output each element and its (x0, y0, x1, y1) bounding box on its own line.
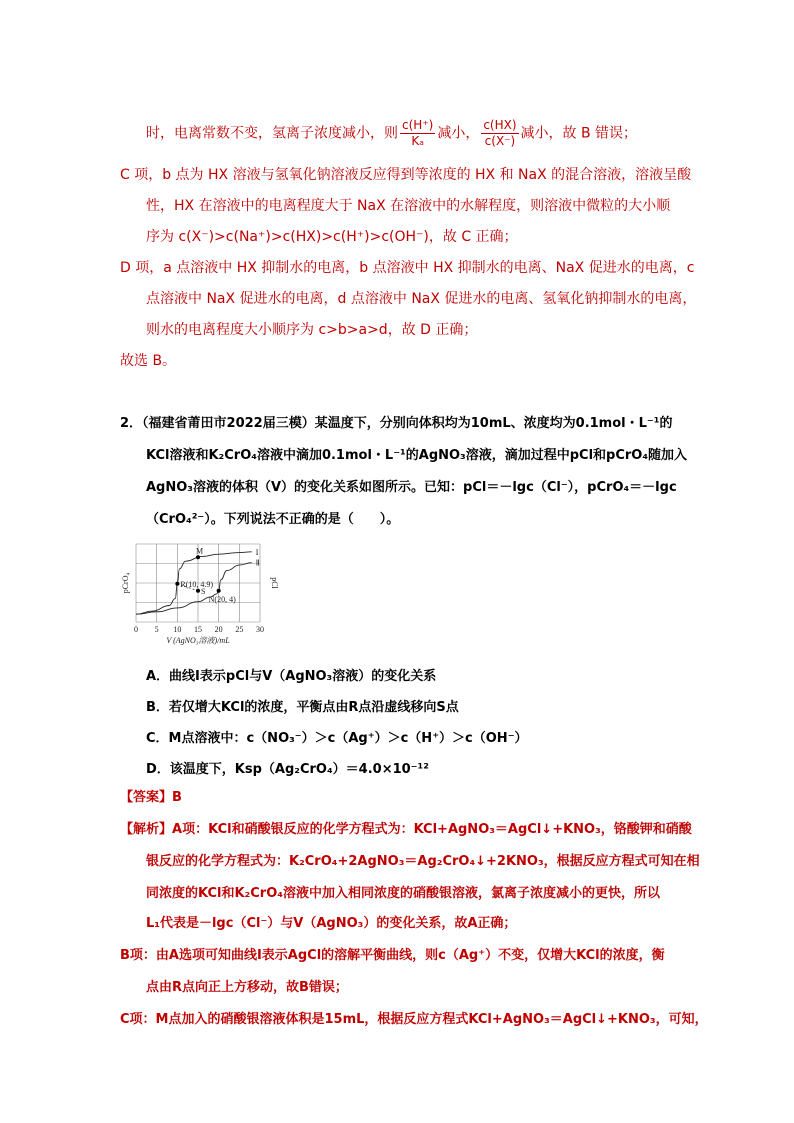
option-a: A．曲线I表示pCl与V（AgNO₃溶液）的变化关系 (146, 669, 437, 684)
series-label-2: Ⅱ (255, 558, 260, 568)
x-tick-label: 0 (134, 625, 138, 634)
titration-chart (120, 540, 280, 645)
question-line-3: AgNO₃溶液的体积（V）的变化关系如图所示。已知：pCl＝－lgc（Cl⁻），pCrO₄＝－lgc (146, 480, 677, 495)
option-b: B．若仅增大KCl的浓度，平衡点由R点沿虚线移向S点 (146, 700, 459, 715)
analysis-b-line-2: 点由R点向正上方移动，故B错误； (146, 980, 348, 995)
question-source: （福建省莆田市2022届三模） (142, 416, 315, 431)
prev-c-line-2: 性，HX 在溶液中的电离程度大于 NaX 在溶液中的水解程度，则溶液中微粒的大小顺 (146, 198, 671, 214)
x-tick-label: 20 (214, 625, 223, 634)
x-tick-label: 15 (194, 625, 202, 634)
prev-final: 故选 B。 (120, 353, 177, 369)
prev-c-line-1: C 项，b 点为 HX 溶液与氢氧化钠溶液反应得到等浓度的 HX 和 NaX 的混合溶液，溶液呈酸 (120, 167, 692, 183)
fraction-numerator: c(H⁺) (402, 118, 434, 132)
option-d: D．该温度下，Ksp（Ag₂CrO₄）＝4.0×10⁻¹² (146, 762, 429, 777)
analysis-line-4: L₁代表是－lgc（Cl⁻）与V（AgNO₃）的变化关系，故A正确； (146, 916, 517, 931)
fraction-hx-over-x (481, 118, 518, 149)
point-label: N(20, 4) (208, 594, 236, 604)
question-number: 2． (120, 416, 143, 431)
fraction-denominator: c(X⁻) (484, 134, 516, 148)
analysis-text: A项：KCl和硝酸银反应的化学方程式为：KCl+AgNO₃＝AgCl↓+KNO₃，铬酸钾和硝酸 (172, 822, 692, 837)
question-line-1 (120, 414, 672, 434)
point-label: M (196, 546, 204, 556)
question-line-4: （CrO₄²⁻）。下列说法不正确的是（ ）。 (146, 512, 400, 527)
fraction-numerator: c(HX) (483, 118, 517, 132)
prev-d-line-2: 点溶液中 NaX 促进水的电离，d 点溶液中 NaX 促进水的电离、氢氧化钠抑制水的电离， (146, 291, 697, 307)
data-point (196, 555, 200, 559)
x-axis-label: V (AgNO₃溶液)/mL (166, 636, 230, 645)
analysis-line-3: 同浓度的KCl和K₂CrO₄溶液中加入相同浓度的硝酸银溶液，氯离子浓度减小的更快，所以 (146, 886, 660, 901)
question-line-2: KCl溶液和K₂CrO₄溶液中滴加0.1mol・L⁻¹的AgNO₃溶液，滴加过程中pCl和pCrO₄随加入 (146, 448, 688, 463)
prev-c-line-3: 序为 c(X⁻)>c(Na⁺)>c(HX)>c(H⁺)>c(OH⁻)，故 C 正确； (146, 229, 518, 245)
point-label: S (201, 586, 206, 596)
prev-text: 减小， (437, 125, 480, 142)
y-axis-label-left: pCrO₄ (121, 572, 130, 594)
prev-d-line-1: D 项，a 点溶液中 HX 抑制水的电离，b 点溶液中 HX 抑制水的电离、NaX 促进水的电离，c (120, 260, 695, 276)
analysis-c-line-1: C项：M点加入的硝酸银溶液体积是15mL，根据反应方程式KCl+AgNO₃＝AgCl↓+KNO₃，可知， (120, 1012, 708, 1027)
analysis-label: 【解析】 (120, 822, 173, 837)
prev-d-line-3: 则水的电离程度大小顺序为 c>b>a>d，故 D 正确； (146, 322, 478, 338)
answer-label: 【答案】B (120, 790, 182, 805)
data-point (175, 582, 179, 586)
analysis-line-1 (120, 820, 692, 840)
series-label-1: I (255, 547, 259, 557)
analysis-b-line-1: B项：由A选项可知曲线I表示AgCl的溶解平衡曲线，则c（Ag⁺）不变，仅增大KCl的浓度，衡 (120, 948, 665, 963)
data-point (196, 589, 200, 593)
x-tick-label: 25 (235, 625, 244, 634)
fraction-h-over-ka (400, 118, 435, 149)
data-point (217, 589, 221, 593)
x-tick-label: 30 (256, 625, 264, 634)
question-text: 某温度下，分别向体积均为10mL、浓度均为0.1mol・L⁻¹的 (314, 416, 673, 431)
point-label: R(10, 4.9) (180, 579, 214, 589)
x-tick-label: 10 (173, 625, 182, 634)
prev-text: 时，电离常数不变，氢离子浓度减小，则 (146, 125, 398, 142)
analysis-line-2: 银反应的化学方程式为：K₂CrO₄+2AgNO₃＝Ag₂CrO₄↓+2KNO₃，根据反应方程式可知在相 (146, 854, 700, 869)
prev-line-1 (146, 118, 637, 149)
prev-text: 减小，故 B 错误； (520, 125, 638, 142)
option-c: C．M点溶液中：c（NO₃⁻）＞c（Ag⁺）＞c（H⁺）＞c（OH⁻） (146, 731, 528, 746)
x-tick-label: 5 (154, 625, 159, 634)
fraction-denominator: Kₐ (411, 134, 424, 148)
y-axis-label-right: pCl (270, 577, 279, 589)
